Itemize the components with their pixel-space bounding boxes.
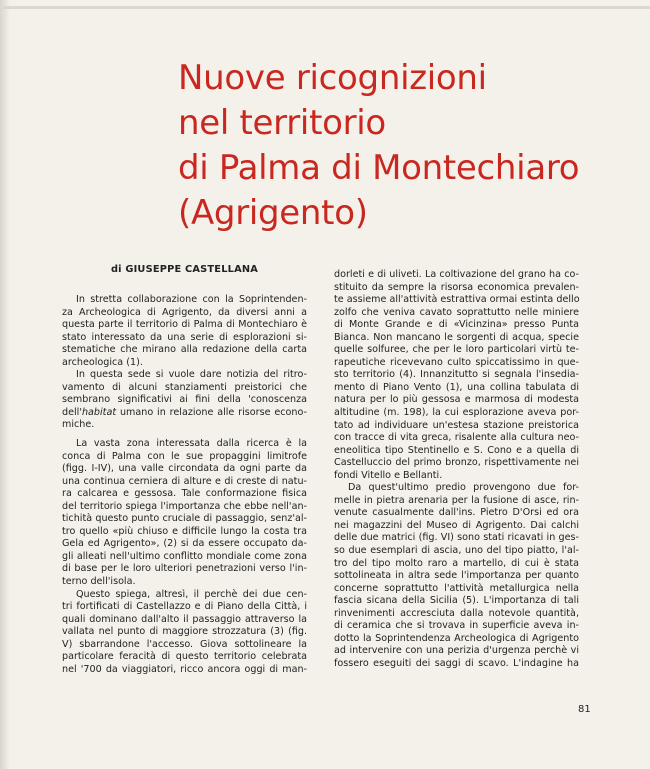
text-line: questa parte il territorio di Palma di Montechiaro è: [62, 319, 307, 331]
text-line: sto territorio (4). Innanzitutto si segnala l'insedia-: [334, 369, 579, 381]
page-gutter-shadow: [0, 0, 10, 769]
text-line: delle due matrici (fig. VI) sono stati ricavati in ges-: [334, 532, 579, 544]
title-line: Nuove ricognizioni: [178, 58, 487, 98]
text-line: In questa sede si vuole dare notizia del ritro-: [76, 369, 307, 381]
text-line: quelle solfuree, che per le loro particolari virtù te-: [334, 344, 579, 356]
text-line: mento di Piano Vento (1), una collina tabulata di: [334, 381, 579, 393]
text-line: terno dell'isola.: [62, 576, 136, 588]
text-line: quali dominano dall'alto il passaggio attraverso la: [62, 613, 307, 625]
text-line: zolfo che veniva cavato soprattutto nelle miniere: [334, 306, 579, 318]
text-line: fondi Vitello e Bellanti.: [334, 469, 443, 481]
page-number: 81: [578, 704, 591, 715]
text-line: stato interessato da una serie di esplorazioni si-: [62, 331, 307, 343]
text-line: Questo spiega, altresì, il perchè dei due cen-: [76, 588, 307, 600]
page-top-edge: [0, 6, 650, 9]
text-line: melle in pietra arenaria per la fusione di asce, rin-: [334, 494, 579, 506]
text-line: so due esemplari di ascia, uno del tipo piatto, l'al-: [334, 545, 579, 557]
text-line: Da quest'ultimo predio provengono due for-: [348, 482, 579, 494]
text-line: sembrano significativi ai fini della 'conoscenza: [62, 394, 307, 406]
title-line: nel territorio: [178, 103, 386, 143]
text-line: V) sbarrandone l'accesso. Giova sottolineare la: [62, 638, 307, 650]
text-line: za Archeologica di Agrigento, da diversi anni a: [62, 306, 307, 318]
text-line: altitudine (m. 198), la cui esplorazione aveva por-: [334, 407, 579, 419]
text-line: rinvenimenti accresciuta dalla notevole quantità,: [334, 607, 579, 619]
text-line: tro quello «più chiuso e difficile lungo la costa tra: [62, 525, 307, 537]
article-title: [178, 56, 628, 236]
text-line: stituito da sempre la risorsa economica prevalen-: [334, 281, 579, 293]
text-line: Castelluccio del primo bronzo, rispettivamente nei: [334, 457, 579, 469]
text-line: dotto la Soprintendenza Archeologica di Agrigento: [334, 632, 579, 644]
text-line: nel '700 da viaggiatori, ricco ancora oggi di man-: [62, 663, 307, 675]
text-line: vallata nel punto di maggiore strozzatura (3) (fig.: [62, 626, 307, 638]
text-line: ad intervenire con una perizia d'urgenza perchè vi: [334, 645, 579, 657]
left-text-column: [62, 264, 307, 676]
text-line: tichità questo punto cruciale di passaggio, senz'al-: [62, 513, 307, 525]
text-line: eneolitica tipo Stentinello e S. Cono e a quella di: [334, 444, 579, 456]
text-line: La vasta zona interessata dalla ricerca è la: [76, 438, 307, 450]
title-line: (Agrigento): [178, 193, 368, 233]
text-line: con tracce di vita greca, risalente alla cultura neo-: [334, 432, 579, 444]
text-line: fascia sicana della Sicilia (5). L'importanza di tali: [334, 595, 579, 607]
text-line: Bianca. Non mancano le sorgenti di acqua, specie: [334, 331, 579, 343]
text-line: dell'habitat umano in relazione alle risorse econo-: [62, 406, 307, 418]
text-line: archeologica (1).: [62, 356, 143, 368]
text-line: stematiche che mirano alla redazione della carta: [62, 344, 307, 356]
text-line: concerne soprattutto l'attività metallurgica nella: [334, 582, 579, 594]
text-line: Gela ed Agrigento», (2) si da essere occupato da-: [62, 538, 307, 550]
text-line: di Monte Grande e di «Vicinzina» presso Punta: [334, 319, 579, 331]
text-line: del territorio spiega l'importanza che ebbe nell'an-: [62, 500, 307, 512]
text-line: una continua cerniera di alture e di creste di natu-: [62, 475, 307, 487]
text-line: tato ad individuare un'estesa stazione preistorica: [334, 419, 579, 431]
text-line: natura per lo più gessosa e marmosa di modesta: [334, 394, 579, 406]
text-line: (figg. I-IV), una valle circondata da ogni parte da: [62, 463, 307, 475]
text-line: gli alleati nell'ultimo conflitto mondiale come zona: [62, 550, 307, 562]
text-line: miche.: [62, 419, 95, 431]
text-line: dorleti e di uliveti. La coltivazione del grano ha co-: [334, 269, 579, 280]
text-line: nei magazzini del Museo di Agrigento. Dai calchi: [334, 519, 579, 531]
text-line: vamento di alcuni stanziamenti preistorici che: [62, 381, 307, 393]
text-line: di base per le loro ulteriori penetrazioni verso l'in-: [62, 563, 307, 575]
text-line: tri fortificati di Castellazzo e di Piano della Città, i: [62, 601, 307, 613]
text-line: tro del tipo molto raro a martello, di cui è stata: [334, 557, 579, 569]
text-line: sottolineata in altra sede l'importanza per quanto: [334, 570, 579, 582]
text-line: In stretta collaborazione con la Soprintenden-: [76, 294, 307, 305]
text-line: di ceramica che si trovava in superficie aveva in-: [334, 620, 579, 632]
text-line: fossero eseguiti dei saggi di scavo. L'indagine ha: [334, 657, 579, 669]
author-byline: di GIUSEPPE CASTELLANA: [110, 264, 259, 275]
text-line: te assieme all'attività estrattiva ormai estinta dello: [334, 294, 580, 306]
text-line: ra calcarea e gessosa. Tale conformazione fisica: [62, 488, 307, 500]
text-line: rapeutiche ricevevano culto spiccatissimo in que-: [334, 356, 579, 368]
text-line: conca di Palma con le sue propaggini limitrofe: [62, 450, 307, 462]
text-line: particolare feracità di questo territorio celebrata: [62, 651, 307, 663]
right-text-column: [334, 269, 579, 671]
title-line: di Palma di Montechiaro: [178, 148, 580, 188]
text-line: venute casualmente dall'ins. Pietro D'Orsi ed ora: [334, 507, 579, 519]
